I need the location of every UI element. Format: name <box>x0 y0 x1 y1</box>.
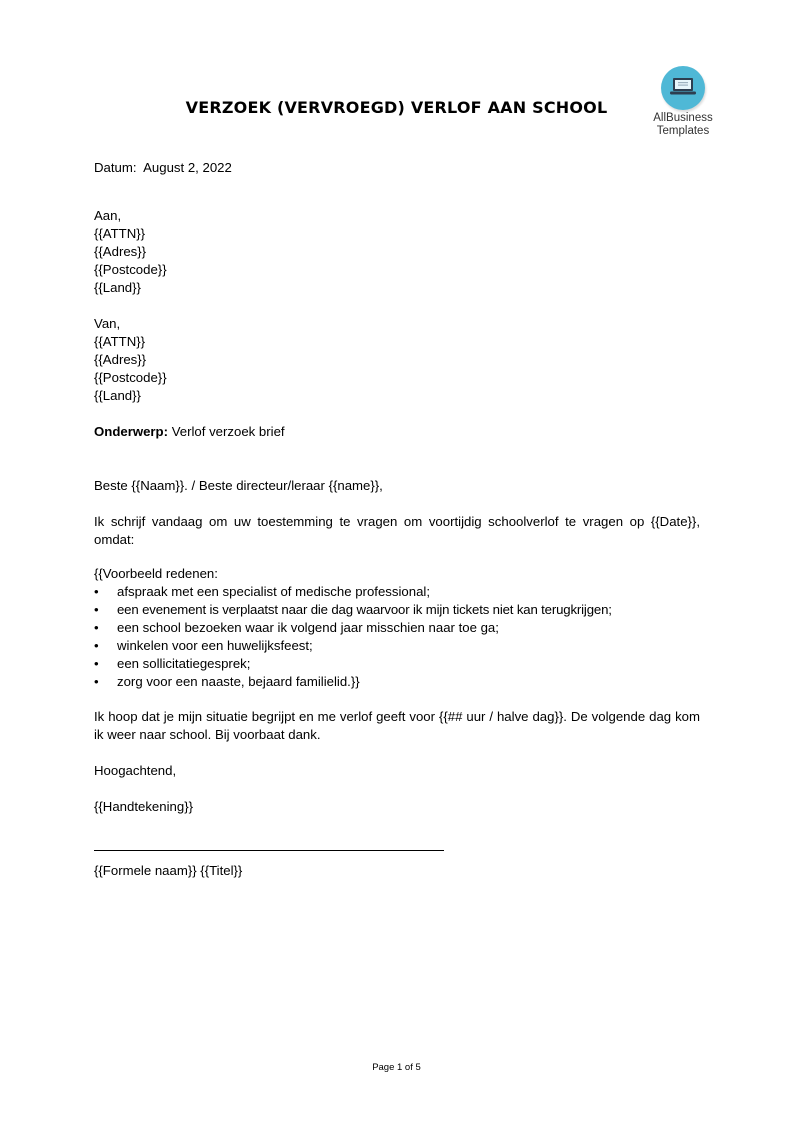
reasons-block <box>94 565 700 691</box>
logo-text-line1: AllBusiness <box>653 112 713 124</box>
list-item: • afspraak met een specialist of medische professional; <box>94 584 430 599</box>
signature-placeholder: {{Handtekening}} <box>94 799 194 814</box>
sender-heading: Van, <box>94 316 121 331</box>
reasons-list <box>94 583 700 691</box>
recipient-heading: Aan, <box>94 208 122 223</box>
list-item: • een evenement is verplaatst naar die dag waarvoor ik mijn tickets niet kan terugkrijgen; <box>94 602 612 617</box>
recipient-address-line: {{Adres}} <box>94 244 147 259</box>
sender-postcode: {{Postcode}} <box>94 370 167 385</box>
sender-address <box>94 315 700 405</box>
reasons-heading: {{Voorbeeld redenen: <box>94 566 218 581</box>
salutation: Beste {{Naam}}. / Beste directeur/leraar {{name}}, <box>94 478 383 493</box>
page-number: Page 1 of 5 <box>372 1062 421 1073</box>
paragraph-request: Ik schrijf vandaag om uw toestemming te vragen om voortijdig schoolverlof te vragen op {{Date}}, omdat: <box>94 514 700 547</box>
recipient-attn: {{ATTN}} <box>94 226 146 241</box>
logo-text-line2: Templates <box>656 125 710 137</box>
bullet: • <box>94 620 99 635</box>
date-label: Datum: <box>94 160 137 175</box>
document-title: VERZOEK (VERVROEGD) VERLOF AAN SCHOOL <box>185 98 608 117</box>
list-item: • een school bezoeken waar ik volgend jaar misschien naar toe ga; <box>94 620 499 635</box>
paragraph-closing-request: Ik hoop dat je mijn situatie begrijpt en me verlof geeft voor {{## uur / halve dag}}. De volgende dag kom ik weer naar school. Bij voorbaat dank. <box>94 709 700 742</box>
list-item: • een sollicitatiegesprek; <box>94 656 251 671</box>
signature-name: {{Formele naam}} {{Titel}} <box>94 863 243 878</box>
bullet: • <box>94 674 99 689</box>
recipient-country: {{Land}} <box>94 280 141 295</box>
sender-address-line: {{Adres}} <box>94 352 147 367</box>
bullet: • <box>94 656 99 671</box>
sender-country: {{Land}} <box>94 388 141 403</box>
date-value: August 2, 2022 <box>143 160 232 175</box>
bullet: • <box>94 602 99 617</box>
list-item: • winkelen voor een huwelijksfeest; <box>94 638 313 653</box>
date-line <box>94 159 700 177</box>
closing: Hoogachtend, <box>94 763 177 778</box>
subject-label: Onderwerp: <box>94 424 169 439</box>
recipient-address <box>94 207 700 297</box>
subject-line <box>94 423 700 441</box>
recipient-postcode: {{Postcode}} <box>94 262 167 277</box>
bullet: • <box>94 584 99 599</box>
signature-line <box>94 850 444 851</box>
bullet: • <box>94 638 99 653</box>
sender-attn: {{ATTN}} <box>94 334 146 349</box>
subject-value: Verlof verzoek brief <box>171 424 285 439</box>
list-item: • zorg voor een naaste, bejaard familielid.}} <box>94 674 360 689</box>
